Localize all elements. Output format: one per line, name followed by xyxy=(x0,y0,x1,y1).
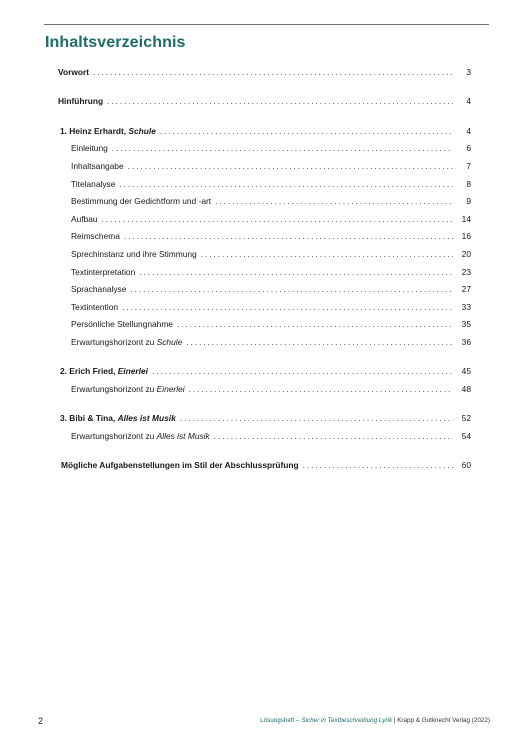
toc-page-number: 27 xyxy=(461,284,471,295)
dot-leader xyxy=(107,93,453,111)
dot-leader xyxy=(215,193,453,211)
page-title: Inhaltsverzeichnis xyxy=(45,34,186,51)
toc-entry-label: Mögliche Aufgabenstellungen im Stil der Abschlussprüfung xyxy=(61,460,299,471)
dot-leader xyxy=(122,299,453,317)
toc-page-number: 8 xyxy=(466,178,471,189)
toc-page-number: 16 xyxy=(461,231,471,242)
toc-entry-title xyxy=(71,381,185,399)
toc-entry-label: 1. Heinz Erhardt, xyxy=(60,125,129,136)
series-prefix: Lösungsheft – xyxy=(260,717,302,724)
toc-entry-label: 2. Erich Fried, xyxy=(60,366,118,377)
table-of-contents xyxy=(58,64,471,475)
toc-page-number: 52 xyxy=(461,413,471,424)
toc-page-number: 35 xyxy=(461,319,471,330)
toc-page-number: 4 xyxy=(466,125,471,136)
toc-entry-label: Textinterpretation xyxy=(71,266,136,277)
dot-leader xyxy=(119,176,453,194)
toc-entry xyxy=(58,64,471,82)
dot-leader xyxy=(102,211,453,229)
toc-entry-title xyxy=(60,410,176,428)
toc-page-number: 3 xyxy=(466,67,471,77)
dot-leader xyxy=(201,246,453,264)
toc-page-number: 33 xyxy=(461,301,471,312)
toc-page-number: 54 xyxy=(461,430,471,441)
toc-entry xyxy=(58,264,471,282)
toc-entry-title xyxy=(71,281,126,299)
toc-entry xyxy=(58,158,471,176)
dot-leader xyxy=(93,64,453,82)
toc-entry xyxy=(58,193,471,211)
toc-entry-title xyxy=(71,140,108,158)
toc-entry-work-title: Alles ist Musik xyxy=(117,413,176,424)
toc-entry-title xyxy=(61,457,299,475)
toc-entry-label: Erwartungshorizont zu xyxy=(71,430,157,441)
dot-leader xyxy=(189,381,453,399)
toc-entry xyxy=(58,457,471,475)
toc-entry-label: Reimschema xyxy=(71,231,120,242)
toc-entry-title xyxy=(71,158,124,176)
toc-entry-title xyxy=(58,64,89,82)
toc-entry xyxy=(58,211,471,229)
toc-entry-label: Hinführung xyxy=(58,96,104,107)
dot-leader xyxy=(124,228,453,246)
toc-entry-title xyxy=(71,264,135,282)
toc-entry-label: Erwartungshorizont zu xyxy=(71,336,157,347)
dot-leader xyxy=(130,281,453,299)
toc-page-number: 23 xyxy=(461,266,471,277)
toc-entry-title xyxy=(58,93,103,111)
toc-page-number: 20 xyxy=(461,248,471,259)
toc-entry-label: Inhaltsangabe xyxy=(71,160,124,171)
dot-leader xyxy=(177,316,453,334)
toc-entry xyxy=(58,363,471,381)
toc-entry-label: Sprachanalyse xyxy=(71,284,127,295)
toc-entry-title xyxy=(71,316,173,334)
toc-entry-work-title: Einerlei xyxy=(117,366,148,377)
toc-page-number: 48 xyxy=(461,383,471,394)
toc-page-number: 36 xyxy=(461,336,471,347)
toc-entry xyxy=(58,428,471,446)
toc-entry-title xyxy=(71,228,120,246)
toc-entry xyxy=(58,123,471,141)
toc-entry-label: 3. Bibi & Tina, xyxy=(60,413,118,424)
toc-entry xyxy=(58,93,471,111)
toc-entry-label: Titelanalyse xyxy=(71,178,116,189)
toc-entry-title xyxy=(71,299,118,317)
dot-leader xyxy=(160,123,453,141)
toc-page-number: 9 xyxy=(466,196,471,207)
toc-page-number: 6 xyxy=(466,143,471,154)
dot-leader xyxy=(214,428,453,446)
dot-leader xyxy=(139,264,453,282)
page-number: 2 xyxy=(38,716,44,726)
toc-entry-label: Textintention xyxy=(71,301,119,312)
toc-entry xyxy=(58,176,471,194)
toc-entry xyxy=(58,281,471,299)
toc-entry xyxy=(58,140,471,158)
toc-entry-work-title: Schule xyxy=(156,336,183,347)
toc-entry-title xyxy=(71,428,210,446)
footer-credit xyxy=(260,717,490,724)
toc-page-number: 60 xyxy=(461,460,471,471)
toc-entry-title xyxy=(71,211,98,229)
toc-entry xyxy=(58,334,471,352)
header-rule xyxy=(44,24,489,25)
publisher-label: | Krapp & Gutknecht Verlag (2022) xyxy=(392,717,490,724)
toc-entry-title xyxy=(71,246,197,264)
toc-entry-title xyxy=(71,193,211,211)
dot-leader xyxy=(180,410,453,428)
toc-entry xyxy=(58,246,471,264)
dot-leader xyxy=(112,140,453,158)
toc-entry-title xyxy=(71,334,182,352)
toc-page-number: 45 xyxy=(461,366,471,377)
toc-entry-work-title: Alles ist Musik xyxy=(156,430,210,441)
toc-entry-label: Erwartungshorizont zu xyxy=(71,383,157,394)
toc-entry-work-title: Einerlei xyxy=(156,383,185,394)
toc-entry-title xyxy=(60,363,148,381)
toc-entry-work-title: Schule xyxy=(128,125,156,136)
series-title: Sicher in Textbeschreibung Lyrik xyxy=(301,717,393,724)
toc-entry xyxy=(58,299,471,317)
toc-entry-label: Aufbau xyxy=(71,213,98,224)
series-label xyxy=(260,717,392,724)
toc-entry-label: Bestimmung der Gedichtform und -art xyxy=(71,196,212,207)
toc-page-number: 14 xyxy=(461,213,471,224)
toc-page-number: 4 xyxy=(466,96,471,107)
toc-entry xyxy=(58,316,471,334)
toc-page-number: 7 xyxy=(466,160,471,171)
dot-leader xyxy=(186,334,453,352)
toc-entry-title xyxy=(71,176,115,194)
dot-leader xyxy=(128,158,453,176)
toc-entry xyxy=(58,381,471,399)
toc-entry xyxy=(58,410,471,428)
dot-leader xyxy=(303,457,453,475)
toc-entry-label: Vorwort xyxy=(58,67,90,77)
toc-entry-label: Persönliche Stellungnahme xyxy=(71,319,173,330)
dot-leader xyxy=(152,363,453,381)
toc-entry-label: Sprechinstanz und ihre Stimmung xyxy=(71,248,197,259)
toc-entry-label: Einleitung xyxy=(71,143,108,154)
toc-entry xyxy=(58,228,471,246)
toc-entry-title xyxy=(60,123,156,141)
